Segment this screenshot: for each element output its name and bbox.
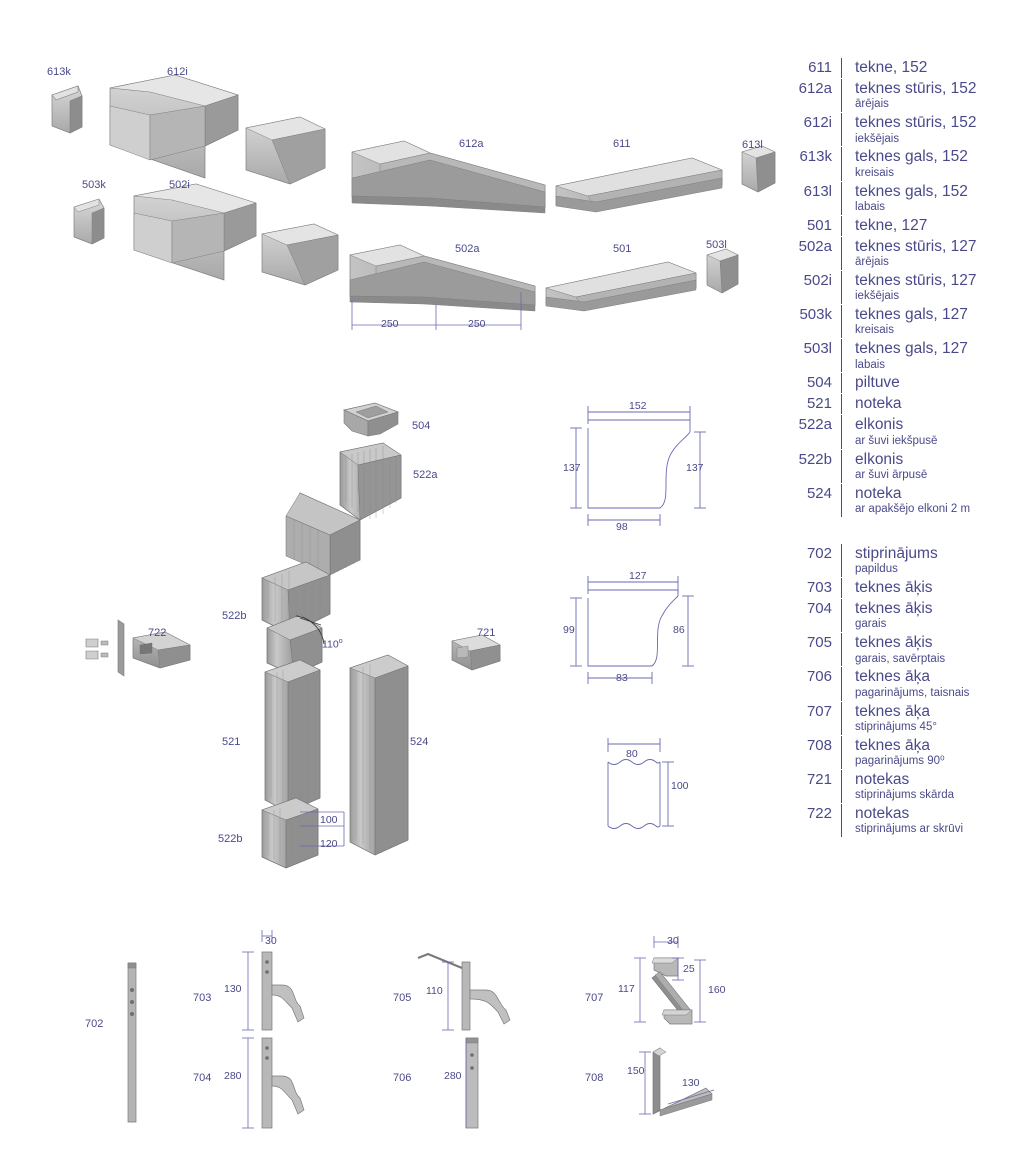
part-521 (265, 660, 320, 812)
legend-divider (841, 394, 842, 414)
legend-code: 521 (806, 395, 832, 413)
part-613k (52, 86, 82, 133)
part-524 (350, 655, 408, 855)
label-722: 722 (148, 627, 167, 639)
legend-code: 502i (803, 271, 832, 289)
label-503k: 503k (82, 179, 106, 191)
legend-divider (841, 599, 842, 632)
legend-sub: kreisais (855, 324, 894, 337)
label-502i: 502i (169, 179, 190, 191)
legend-code: 613l (803, 182, 832, 200)
legend-divider (841, 484, 842, 517)
dimension-707-width: 30 (667, 935, 679, 947)
label-613l: 613l (742, 139, 763, 151)
dimension-downpipe-height: 100 (671, 780, 689, 792)
part-706 (466, 1038, 478, 1128)
part-502a (350, 245, 535, 311)
label-702: 702 (85, 1018, 104, 1030)
legend-item-502i (780, 271, 1030, 304)
legend-item-502a (780, 237, 1030, 270)
legend-divider (841, 544, 842, 577)
legend-divider (841, 702, 842, 735)
label-524: 524 (410, 736, 429, 748)
legend-code: 722 (806, 805, 832, 823)
dimension-250-right: 250 (468, 318, 486, 330)
part-504 (344, 403, 398, 436)
part-522a (286, 443, 401, 575)
label-504: 504 (412, 420, 431, 432)
legend-sub: garais, savērptais (855, 652, 946, 665)
legend-item-504 (780, 373, 1030, 393)
label-707: 707 (585, 992, 604, 1004)
label-522b-lower: 522b (218, 833, 243, 845)
dimension-708-length: 130 (682, 1077, 700, 1089)
part-612i (110, 75, 238, 178)
dimension-152-width: 152 (629, 400, 647, 412)
part-612a (352, 141, 545, 213)
dimension-704-height: 280 (224, 1070, 242, 1082)
label-503l: 503l (706, 239, 727, 251)
legend-sub: pagarinājums 90⁰ (855, 755, 945, 768)
legend-name: elkonis (855, 416, 904, 434)
dimension-127-base: 83 (616, 672, 628, 684)
legend-divider (841, 58, 842, 78)
legend-divider (841, 770, 842, 803)
legend-sub: kreisais (855, 166, 894, 179)
legend-name: teknes gals, 127 (855, 306, 968, 324)
legend-sub: labais (855, 200, 886, 213)
label-522b-upper: 522b (222, 610, 247, 622)
legend-divider (841, 216, 842, 236)
part-708 (639, 1048, 714, 1116)
part-gutter-segment-1 (246, 117, 325, 184)
legend-item-612a (780, 79, 1030, 112)
dimension-elbow-120: 120 (320, 838, 338, 850)
legend-item-501 (780, 216, 1030, 236)
legend-divider (841, 147, 842, 180)
legend-code: 503k (799, 306, 832, 324)
legend-item-704 (780, 599, 1030, 632)
legend-divider (841, 237, 842, 270)
legend-code: 504 (806, 374, 832, 392)
legend-item-703 (780, 578, 1030, 598)
label-721: 721 (477, 627, 496, 639)
part-722 (86, 620, 190, 676)
legend-divider (841, 305, 842, 338)
label-613k: 613k (47, 66, 71, 78)
dimension-705-height: 110 (426, 985, 443, 997)
dimension-708-height: 150 (627, 1065, 645, 1077)
legend-sub: ārējais (855, 256, 889, 269)
legend-code: 502a (798, 237, 832, 255)
legend-divider (841, 736, 842, 769)
dimension-706-height: 280 (444, 1070, 462, 1082)
legend-code: 707 (806, 702, 832, 720)
legend-name: teknes āķa (855, 668, 930, 686)
legend-name: teknes āķa (855, 736, 930, 754)
part-501 (546, 262, 696, 311)
legend-sub: ar šuvi ārpusē (855, 468, 928, 481)
legend-item-522b (780, 450, 1030, 483)
legend-sub: papildus (855, 563, 898, 576)
legend-name: elkonis (855, 450, 904, 468)
label-704: 704 (193, 1072, 212, 1084)
legend-sub: iekšējais (855, 132, 900, 145)
legend-divider (841, 79, 842, 112)
dimension-152-right-height: 137 (686, 462, 704, 474)
dimension-707-height: 117 (618, 983, 635, 995)
dimension-152-base: 98 (616, 521, 628, 533)
legend-name: teknes stūris, 127 (855, 237, 977, 255)
dimension-250-left: 250 (381, 318, 399, 330)
label-612a: 612a (459, 138, 484, 150)
legend-item-613l (780, 182, 1030, 215)
legend-item-721 (780, 770, 1030, 803)
legend-sub: stiprinājums 45° (855, 720, 937, 733)
legend-code: 611 (808, 59, 832, 76)
part-707 (634, 936, 706, 1024)
legend-code: 524 (806, 484, 832, 502)
part-704 (242, 1038, 304, 1128)
dimension-downpipe-width: 80 (626, 748, 638, 760)
legend-name: teknes āķa (855, 702, 930, 720)
label-501: 501 (613, 243, 632, 255)
legend-divider (841, 667, 842, 700)
legend-name: teknes āķis (855, 634, 933, 652)
legend-divider (841, 578, 842, 598)
dimension-127-right-height: 86 (673, 624, 685, 636)
legend-name: teknes gals, 152 (855, 148, 968, 166)
legend-sub: pagarinājums, taisnais (855, 686, 970, 699)
legend-sub: ārējais (855, 98, 889, 111)
legend-item-722 (780, 804, 1030, 837)
legend-name: teknes stūris, 127 (855, 271, 977, 289)
legend-name: teknes gals, 127 (855, 340, 968, 358)
legend-item-702 (780, 544, 1030, 577)
legend-name: teknes āķis (855, 579, 933, 597)
legend-divider (841, 271, 842, 304)
legend-code: 721 (806, 770, 832, 788)
legend-sub: stiprinājums skārda (855, 789, 955, 802)
legend-name: teknes stūris, 152 (855, 114, 977, 132)
legend-code: 702 (806, 544, 832, 562)
legend-name: piltuve (855, 374, 900, 392)
legend-code: 501 (806, 216, 832, 234)
part-721 (452, 635, 500, 670)
legend-code: 705 (806, 634, 832, 652)
part-613l (742, 146, 775, 192)
legend-divider (841, 633, 842, 666)
legend-name: tekne, 127 (855, 216, 928, 234)
legend-code: 612i (803, 114, 832, 132)
legend-code: 708 (806, 736, 832, 754)
label-521: 521 (222, 736, 241, 748)
legend-name: noteka (855, 395, 902, 413)
legend-code: 612a (798, 80, 832, 97)
legend-name: tekne, 152 (855, 59, 928, 76)
dimension-703-width: 30 (265, 935, 277, 947)
part-gutter-segment-2 (262, 224, 338, 285)
dimension-127-left-height: 99 (563, 624, 575, 636)
legend-spacer (780, 518, 1030, 544)
legend-divider (841, 182, 842, 215)
legend-sub: iekšējais (855, 290, 900, 303)
legend-item-611 (780, 58, 1030, 78)
legend-item-612i (780, 113, 1030, 146)
legend-item-706 (780, 667, 1030, 700)
legend-item-503l (780, 339, 1030, 372)
legend-name: teknes āķis (855, 600, 933, 618)
legend-sub: stiprinājums ar skrūvi (855, 823, 963, 836)
legend-item-524 (780, 484, 1030, 517)
legend-item-708 (780, 736, 1030, 769)
legend-divider (841, 113, 842, 146)
legend-code: 706 (806, 668, 832, 686)
label-706: 706 (393, 1072, 412, 1084)
legend-code: 503l (803, 340, 832, 358)
dimension-elbow-angle: 110$^o$ (322, 638, 343, 651)
label-522a: 522a (413, 469, 438, 481)
label-703: 703 (193, 992, 212, 1004)
legend-divider (841, 415, 842, 448)
legend-item-707 (780, 702, 1030, 735)
part-503l (707, 249, 738, 293)
legend-item-522a (780, 415, 1030, 448)
dimension-707-right: 160 (708, 984, 726, 996)
dimension-152-left-height: 137 (563, 462, 581, 474)
legend-sub: labais (855, 358, 886, 371)
profile-downpipe (608, 738, 674, 829)
legend-code: 704 (806, 600, 832, 618)
label-708: 708 (585, 1072, 604, 1084)
legend-name: notekas (855, 805, 910, 823)
legend-code: 522b (798, 450, 832, 468)
legend-name: stiprinājums (855, 544, 938, 562)
label-612i: 612i (167, 66, 188, 78)
label-611: 611 (613, 138, 631, 150)
part-702 (128, 963, 136, 1122)
label-705: 705 (393, 992, 412, 1004)
dimension-703-height: 130 (224, 983, 242, 995)
legend-sub: ar šuvi iekšpusē (855, 434, 938, 447)
legend-name: noteka (855, 484, 902, 502)
legend-code: 522a (798, 416, 832, 434)
legend-name: teknes gals, 152 (855, 182, 968, 200)
part-611 (556, 158, 722, 212)
legend-name: teknes stūris, 152 (855, 80, 977, 97)
legend-item-521 (780, 394, 1030, 414)
legend-item-503k (780, 305, 1030, 338)
legend-sub: ar apakšējo elkoni 2 m (855, 503, 971, 516)
legend-code: 703 (806, 579, 832, 597)
legend-name: notekas (855, 770, 910, 788)
part-522b-lower (262, 798, 318, 868)
legend-item-705 (780, 633, 1030, 666)
part-503k (74, 199, 104, 244)
legend (780, 58, 1030, 838)
legend-item-613k (780, 147, 1030, 180)
legend-divider (841, 804, 842, 837)
dimension-127-width: 127 (629, 570, 647, 582)
dimension-707-tab: 25 (683, 963, 695, 975)
legend-sub: garais (855, 618, 887, 631)
part-522b-upper (262, 562, 330, 675)
part-502i (134, 184, 256, 280)
legend-divider (841, 373, 842, 393)
legend-divider (841, 339, 842, 372)
legend-divider (841, 450, 842, 483)
dimension-elbow-100: 100 (320, 814, 338, 826)
legend-code: 613k (799, 148, 832, 166)
label-502a: 502a (455, 243, 480, 255)
